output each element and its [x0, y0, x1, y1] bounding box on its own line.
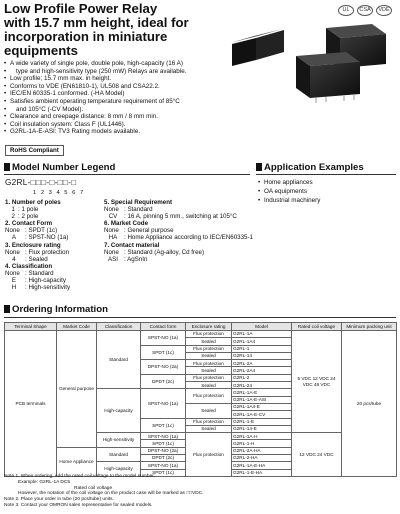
table-row: G2RL-1A-E-CV	[5, 411, 397, 418]
rohs-badge: RoHS Compliant	[5, 145, 64, 156]
table-row: DPDT (2c) G2RL-2-HA	[5, 455, 397, 462]
voltage-cell: 12 VDC 24 VDC	[292, 433, 342, 477]
column-header: Model	[232, 323, 292, 331]
feature-item: • type and high-sensitivity type (250 mW) Relays are available.	[4, 68, 400, 76]
column-header: Contact form	[141, 323, 186, 331]
model-code-digits: 1234567	[33, 190, 88, 196]
column-header: Market Code	[57, 323, 97, 331]
divider	[4, 317, 396, 318]
table-header-row	[5, 323, 397, 331]
table-row: High-capacity SPST-NO (1a) G2RL-1A-E-HA	[5, 462, 397, 469]
table-row: SPDT (1c) G2RL-1-E-HA	[5, 469, 397, 476]
feature-item: • and 105°C (-CV Model).	[4, 106, 400, 114]
vde-logo-icon: VDE	[376, 5, 392, 16]
table-row: SPDT (1c) G2RL-1-H	[5, 440, 397, 447]
ordering-heading: Ordering Information	[4, 304, 108, 316]
divider	[256, 174, 396, 175]
table-row: Sealed G2RL-2A4	[5, 367, 397, 374]
table-row: Sealed G2RL-14-E	[5, 425, 397, 432]
table-row: SPDT (1c) Flux protection G2RL-1-E	[5, 418, 397, 425]
column-header: Terminal Shape	[5, 323, 57, 331]
application-item: • Industrial machinery	[258, 196, 320, 205]
application-item: • OA equipments	[258, 187, 320, 196]
column-header: Minimum packing unit	[342, 323, 397, 331]
classification-cell: High-capacity	[97, 389, 141, 433]
column-header: Enclosure rating	[186, 323, 232, 331]
table-row: DPDT (2c) Flux protection G2RL-2	[5, 374, 397, 381]
application-heading: Application Examples	[256, 162, 364, 174]
application-item: • Home appliances	[258, 178, 320, 187]
voltage-cell: 5 VDC 12 VDC 24 VDC 48 VDC	[292, 331, 342, 433]
product-title: Low Profile Power Relay with 15.7 mm height, ideal for incorporation in miniature equipments	[4, 1, 189, 58]
application-list	[258, 178, 320, 205]
table-row: Sealed G2RL-24	[5, 382, 397, 389]
table-row: SPDT (1c) Flux protection G2RL-1	[5, 345, 397, 352]
classification-cell: High-capacity	[97, 462, 141, 477]
table-row: PCB terminals General purpose Standard SPST-NO (1a) Flux protection G2RL-1A 5 VDC 12 VDC 24 VDC 48 VDC 20 pcs/tube	[5, 331, 397, 338]
table-row: G2RL-1A-E-ASI	[5, 396, 397, 403]
terminal-cell: PCB terminals	[5, 331, 57, 477]
divider	[4, 174, 250, 175]
classification-cell: Standard	[97, 447, 141, 462]
feature-item: • A wide variety of single pole, double pole, high-capacity (16 A)	[4, 60, 400, 68]
ul-logo-icon: UL	[338, 5, 354, 16]
feature-item: • Clearance and creepage distance: 8 mm / 8 mm min.	[4, 113, 400, 121]
table-row: Sealed G2RL-14	[5, 352, 397, 359]
column-header: Classification	[97, 323, 141, 331]
table-row: Home Appliance Standard DPST-NO (2a) G2RL-2A-HA	[5, 447, 397, 454]
ordering-notes: Note 1. When ordering, add the rated coil voltage to the model number. Example: G2RL-1A DC5 Rated coil voltage However, the notation of the coil voltage on the product case will be marked as □□VDC. Note 2. Place your order in tube (20 pcs/tube) units. Note 3. Contact your OMRON sales representative for sealed models.	[4, 474, 396, 509]
table-row: High-capacity SPST-NO (1a) Flux protection G2RL-1A-E	[5, 389, 397, 396]
market-cell: Home Appliance	[57, 447, 97, 476]
table-row: High-sensitivity SPST-NO (1a) Flux protection G2RL-1A-H 12 VDC 24 VDC	[5, 433, 397, 440]
feature-item: • Conforms to VDE (EN61810-1), UL508 and CSA22.2.	[4, 83, 400, 91]
legend-right: 5. Special Requirement None : Standard CV : 16 A, pinning 5 mm., switching at 105°C 6. Market Code None : General purpose HA : Home Appliance according to IEC/EN60335-1 7. Contact material None : Standard (Ag-alloy, Cd free) ASI : AgSnIn	[104, 199, 253, 263]
classification-cell: High-sensitivity	[97, 433, 141, 448]
table-row: Sealed G2RL-1A4	[5, 338, 397, 345]
certification-logos	[338, 4, 396, 16]
feature-item: • G2RL-1A-E-ASI: TV3 Rating models available.	[4, 128, 400, 136]
legend-left: 1. Number of poles 1 : 1 pole 2 : 2 pole 2. Contact Form None : SPDT (1c) A : SPST-NO (1a) 3. Enclosure rating None : Flux protection 4 : Sealed 4. Classification None : Standard E : High-capacity H : High-sensitivity	[5, 199, 71, 292]
classification-cell: Standard	[97, 331, 141, 389]
feature-item: • Coil insulation system: Class F (UL1446).	[4, 121, 400, 129]
csa-logo-icon: CSA	[357, 5, 373, 16]
packing-cell: 20 pcs/tube	[342, 331, 397, 477]
feature-list	[4, 60, 400, 136]
table-row: Sealed G2RL-1A4-E	[5, 403, 397, 410]
ordering-table	[4, 322, 397, 477]
model-code: G2RL-□□□-□-□□-□	[5, 178, 77, 187]
feature-item: • Low profile; 15.7 mm max. in height.	[4, 75, 400, 83]
model-legend-heading: Model Number Legend	[4, 162, 115, 174]
rated-coil-voltage-callout: Rated coil voltage	[74, 485, 113, 491]
feature-item: • IEC/EN 60335-1 conformed. (-HA Model)	[4, 90, 400, 98]
feature-item: • Satisfies ambient operating temperature requirement of 85°C	[4, 98, 400, 106]
market-cell: General purpose	[57, 331, 97, 448]
column-header: Rated coil voltage	[292, 323, 342, 331]
table-row: DPST-NO (2a) Flux protection G2RL-2A	[5, 360, 397, 367]
